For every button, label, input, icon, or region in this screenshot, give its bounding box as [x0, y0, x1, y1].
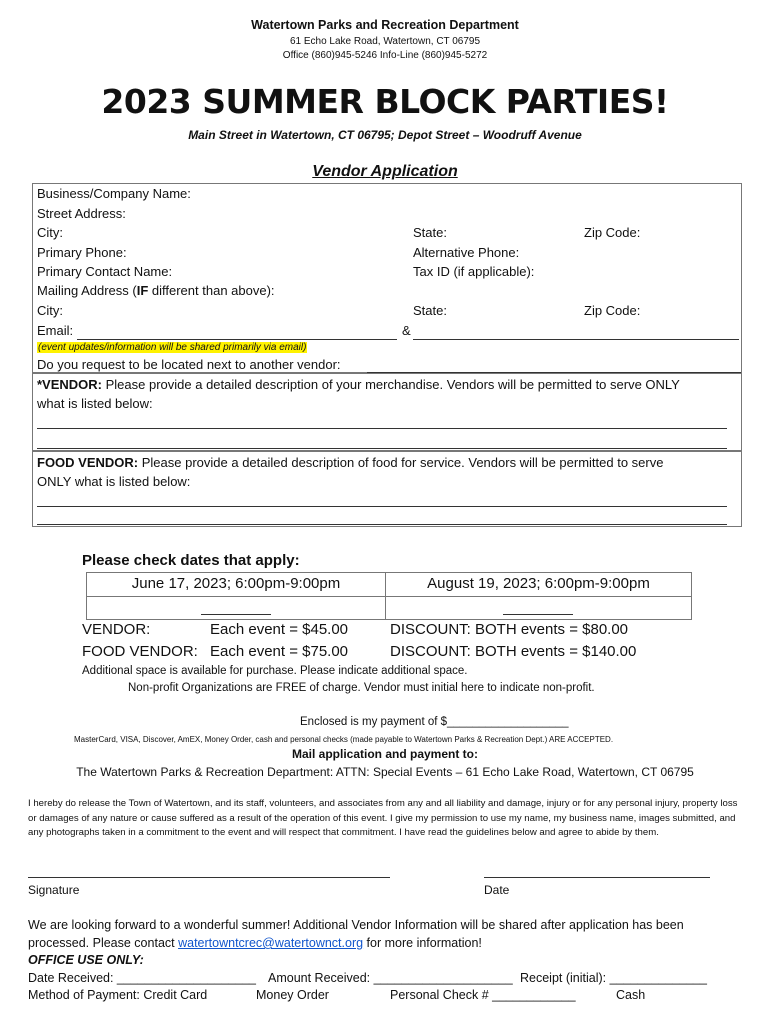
city-label: City:	[37, 225, 63, 240]
alt-phone-label: Alternative Phone:	[413, 245, 520, 260]
org-phones: Office (860)945-5246 Info-Line (860)945-5272	[282, 50, 488, 61]
zip-label-2: Zip Code:	[584, 303, 641, 318]
food-description-line-1[interactable]	[37, 506, 727, 507]
tax-id-label: Tax ID (if applicable):	[413, 264, 535, 279]
date-label: Date	[484, 883, 510, 897]
date-option-june: June 17, 2023; 6:00pm-9:00pm	[131, 575, 341, 592]
zip-label: Zip Code:	[584, 225, 641, 240]
mail-title: Mail application and payment to:	[291, 747, 479, 761]
food-each-price: Each event = $75.00	[210, 643, 349, 660]
email-label: Email:	[37, 323, 74, 338]
closing-line-1: We are looking forward to a wonderful summer! Additional Vendor Information will be shared after application has been	[28, 918, 684, 932]
contact-email-link[interactable]: watertowntcrec@watertownct.org	[178, 936, 364, 950]
state-label: State:	[413, 225, 447, 240]
city-label-2: City:	[37, 303, 63, 318]
food-vendor-instructions: FOOD VENDOR: Please provide a detailed description of food for service. Vendors will be permitted to serve	[37, 455, 664, 470]
dates-table	[86, 572, 692, 620]
food-discount-price: DISCOUNT: BOTH events = $140.00	[390, 643, 637, 660]
food-vendor-description-box	[32, 451, 742, 527]
located-next-label: Do you request to be located next to another vendor:	[37, 357, 341, 372]
vendor-description-box	[32, 373, 742, 451]
vendor-price-label: VENDOR:	[82, 621, 151, 638]
org-name: Watertown Parks and Recreation Department	[251, 18, 519, 32]
date-received: Date Received: ____________________	[28, 971, 256, 985]
personal-check-option: Personal Check # ____________	[390, 988, 576, 1002]
vendor-description-line-2[interactable]	[37, 448, 727, 449]
cash-option: Cash	[616, 988, 646, 1002]
additional-space-note: Additional space is available for purchase. Please indicate additional space.	[82, 665, 468, 677]
june-check-line[interactable]	[201, 614, 271, 615]
email-ampersand: &	[402, 323, 411, 338]
food-vendor-price-label: FOOD VENDOR:	[82, 643, 198, 660]
food-description-line-2[interactable]	[37, 524, 727, 525]
state-label-2: State:	[413, 303, 447, 318]
contact-name-label: Primary Contact Name:	[37, 264, 173, 279]
vendor-instructions-2: what is listed below:	[37, 396, 153, 411]
money-order-option: Money Order	[256, 988, 329, 1002]
vendor-instructions: *VENDOR: Please provide a detailed description of your merchandise. Vendors will be permitted to serve ONLY	[37, 377, 680, 392]
august-check-line[interactable]	[503, 614, 573, 615]
signature-line[interactable]	[28, 877, 390, 878]
closing-line-2: processed. Please contact watertowntcrec@watertownct.org for more information!	[28, 936, 482, 950]
primary-phone-label: Primary Phone:	[37, 245, 127, 260]
page-subtitle: Main Street in Watertown, CT 06795; Depot Street – Woodruff Avenue	[188, 128, 582, 142]
email-field-line-2[interactable]	[413, 339, 739, 340]
business-name-label: Business/Company Name:	[37, 186, 191, 201]
date-line[interactable]	[484, 877, 710, 878]
street-address-label: Street Address:	[37, 206, 126, 221]
vendor-description-line-1[interactable]	[37, 428, 727, 429]
contact-info-box	[32, 183, 742, 373]
org-address: 61 Echo Lake Road, Watertown, CT 06795	[289, 36, 481, 47]
payment-enclosed: Enclosed is my payment of $___________________	[300, 716, 569, 728]
email-field-line[interactable]	[77, 339, 397, 340]
form-title: Vendor Application	[312, 163, 458, 180]
signature-label: Signature	[28, 883, 80, 897]
payment-types: MasterCard, VISA, Discover, AmEX, Money Order, cash and personal checks (made payable to Watertown Parks & Recreation Dept.) ARE ACCEPTED.	[74, 735, 614, 744]
food-vendor-instructions-2: ONLY what is listed below:	[37, 474, 191, 489]
email-note: (event updates/information will be shared primarily via email)	[38, 342, 307, 353]
vendor-each-price: Each event = $45.00	[210, 621, 349, 638]
date-option-august: August 19, 2023; 6:00pm-9:00pm	[427, 575, 650, 592]
dates-title: Please check dates that apply:	[82, 552, 300, 569]
payment-method: Method of Payment: Credit Card	[28, 988, 208, 1002]
office-use-title: OFFICE USE ONLY:	[28, 953, 144, 967]
vendor-discount-price: DISCOUNT: BOTH events = $80.00	[390, 621, 629, 638]
mailing-address-label: Mailing Address (IF different than above):	[37, 283, 275, 298]
page-title: 2023 SUMMER BLOCK PARTIES!	[101, 82, 669, 121]
amount-received: Amount Received: ____________________	[268, 971, 513, 985]
mail-address: The Watertown Parks & Recreation Department: ATTN: Special Events – 61 Echo Lake Road, Watertown, CT 06795	[76, 765, 694, 779]
nonprofit-note: Non-profit Organizations are FREE of charge. Vendor must initial here to indicate non-profit.	[128, 682, 595, 694]
receipt-initial: Receipt (initial): ______________	[520, 971, 707, 985]
liability-release: I hereby do release the Town of Watertown, and its staff, volunteers, and associates from any and all liability and damage, injury or for any personal injury, property loss or damages of any nature or cause suffered as a result of the operation of this event. I give my permission to use my name, my business name, images submitted, and any photographs taken in a commitment to the event and will respect that commitment. I have read the guidelines below and agree to abide by them.	[28, 798, 738, 838]
